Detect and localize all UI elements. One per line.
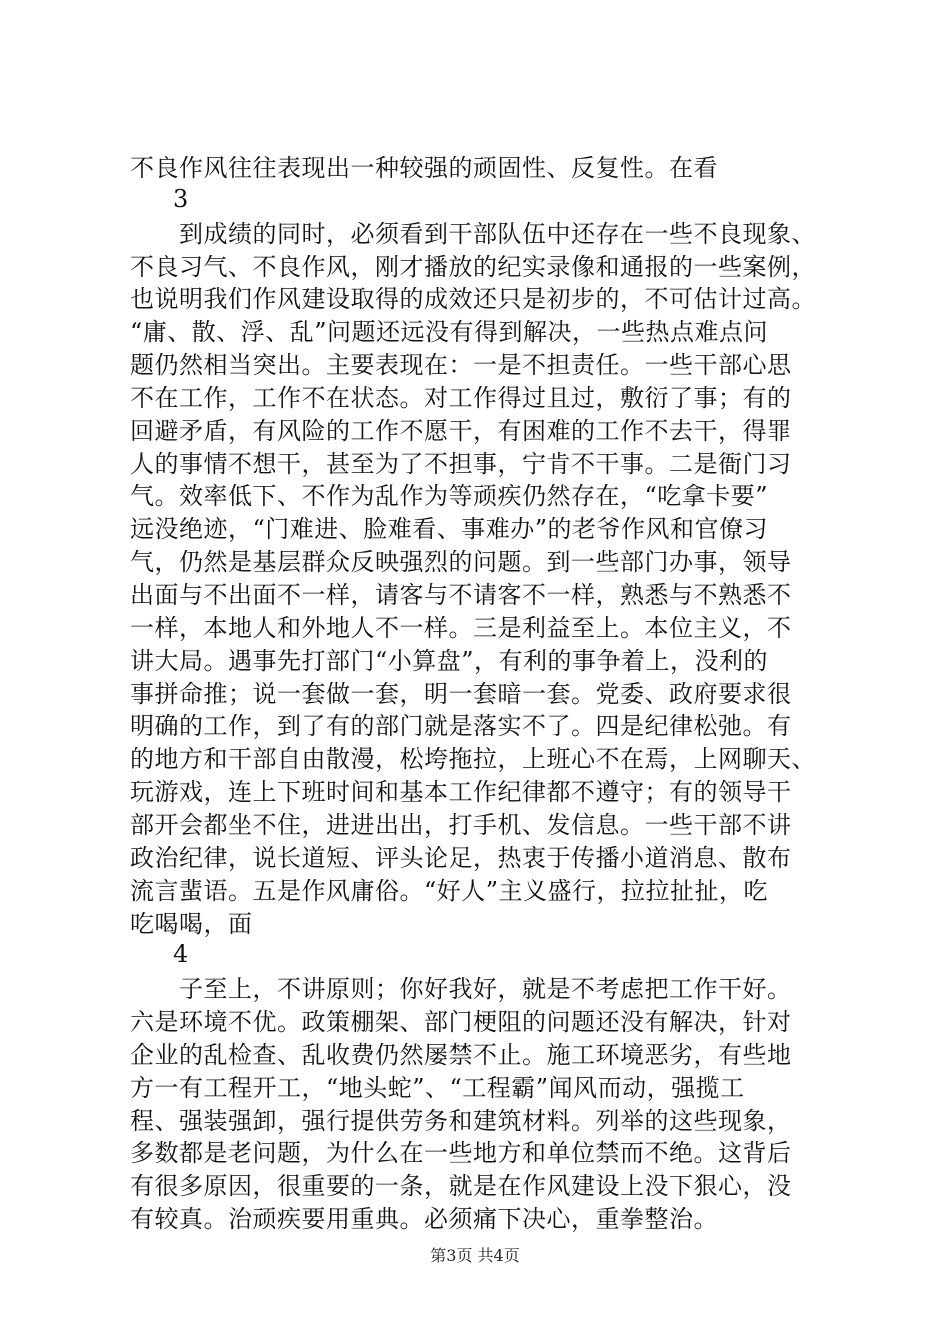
text-line: 一样，本地人和外地人不一样。三是利益至上。本位主义，不	[130, 614, 792, 642]
text-line: 题仍然相当突出。主要表现在：一是不担责任。一些干部心思	[130, 351, 792, 379]
text-line: 的地方和干部自由散漫，松垮拖拉，上班心不在焉，上网聊天、	[130, 745, 816, 773]
text-line: 出面与不出面不一样，请客与不请客不一样，熟悉与不熟悉不	[130, 581, 792, 609]
text-line: 气。效率低下、不作为乱作为等顽疾仍然存在，“吃拿卡要”	[130, 482, 769, 510]
text-line: 六是环境不优。政策棚架、部门梗阻的问题还没有解决，针对	[130, 1008, 792, 1036]
text-line: 讲大局。遇事先打部门“小算盘”，有利的事争着上，没利的	[130, 647, 769, 675]
text-line: 远没绝迹，“门难进、脸难看、事难办”的老爷作风和官僚习	[130, 515, 769, 543]
text-line: 有较真。治顽疾要用重典。必须痛下决心，重拳整治。	[130, 1205, 718, 1233]
text-line: 明确的工作，到了有的部门就是落实不了。四是纪律松弛。有	[130, 712, 792, 740]
text-line: 有很多原因，很重要的一条，就是在作风建设上没下狠心，没	[130, 1172, 792, 1200]
text-line: 不良习气、不良作风，刚才播放的纪实录像和通报的一些案例，	[130, 253, 816, 281]
text-line: 部开会都坐不住，进进出出，打手机、发信息。一些干部不讲	[130, 811, 792, 839]
page-marker: 4	[173, 940, 189, 968]
page-marker: 3	[173, 185, 189, 213]
text-line: 也说明我们作风建设取得的成效还只是初步的，不可估计过高。	[130, 285, 816, 313]
text-line: 多数都是老问题，为什么在一些地方和单位禁而不绝。这背后	[130, 1139, 792, 1167]
text-line: 企业的乱检查、乱收费仍然屡禁不止。施工环境恶劣，有些地	[130, 1041, 792, 1069]
text-line: 程、强装强卸，强行提供劳务和建筑材料。列举的这些现象，	[130, 1107, 792, 1135]
text-line: 气，仍然是基层群众反映强烈的问题。到一些部门办事，领导	[130, 548, 792, 576]
text-line: 吃喝喝，面	[130, 910, 253, 938]
text-line: 流言蜚语。五是作风庸俗。“好人”主义盛行，拉拉扯扯，吃	[130, 877, 769, 905]
text-line: “庸、散、浮、乱”问题还远没有得到解决，一些热点难点问	[130, 318, 769, 346]
text-line: 方一有工程开工，“地头蛇”、“工程霸”闻风而动，强揽工	[130, 1074, 745, 1102]
text-line: 不在工作，工作不在状态。对工作得过且过，敷衍了事；有的	[130, 384, 792, 412]
text-line: 子至上，不讲原则；你好我好，就是不考虑把工作干好。	[130, 975, 792, 1003]
text-line: 政治纪律，说长道短、评头论足，热衷于传播小道消息、散布	[130, 844, 792, 872]
text-line: 玩游戏，连上下班时间和基本工作纪律都不遵守；有的领导干	[130, 778, 792, 806]
text-line: 到成绩的同时，必须看到干部队伍中还存在一些不良现象、	[130, 220, 816, 248]
text-line: 事拼命推；说一套做一套，明一套暗一套。党委、政府要求很	[130, 680, 792, 708]
text-line: 不良作风往往表现出一种较强的顽固性、反复性。在看	[130, 154, 718, 182]
text-line: 人的事情不想干，甚至为了不担事，宁肯不干事。二是衙门习	[130, 450, 792, 478]
text-line: 回避矛盾，有风险的工作不愿干，有困难的工作不去干，得罪	[130, 417, 792, 445]
page-footer: 第3页 共4页	[430, 1246, 520, 1265]
